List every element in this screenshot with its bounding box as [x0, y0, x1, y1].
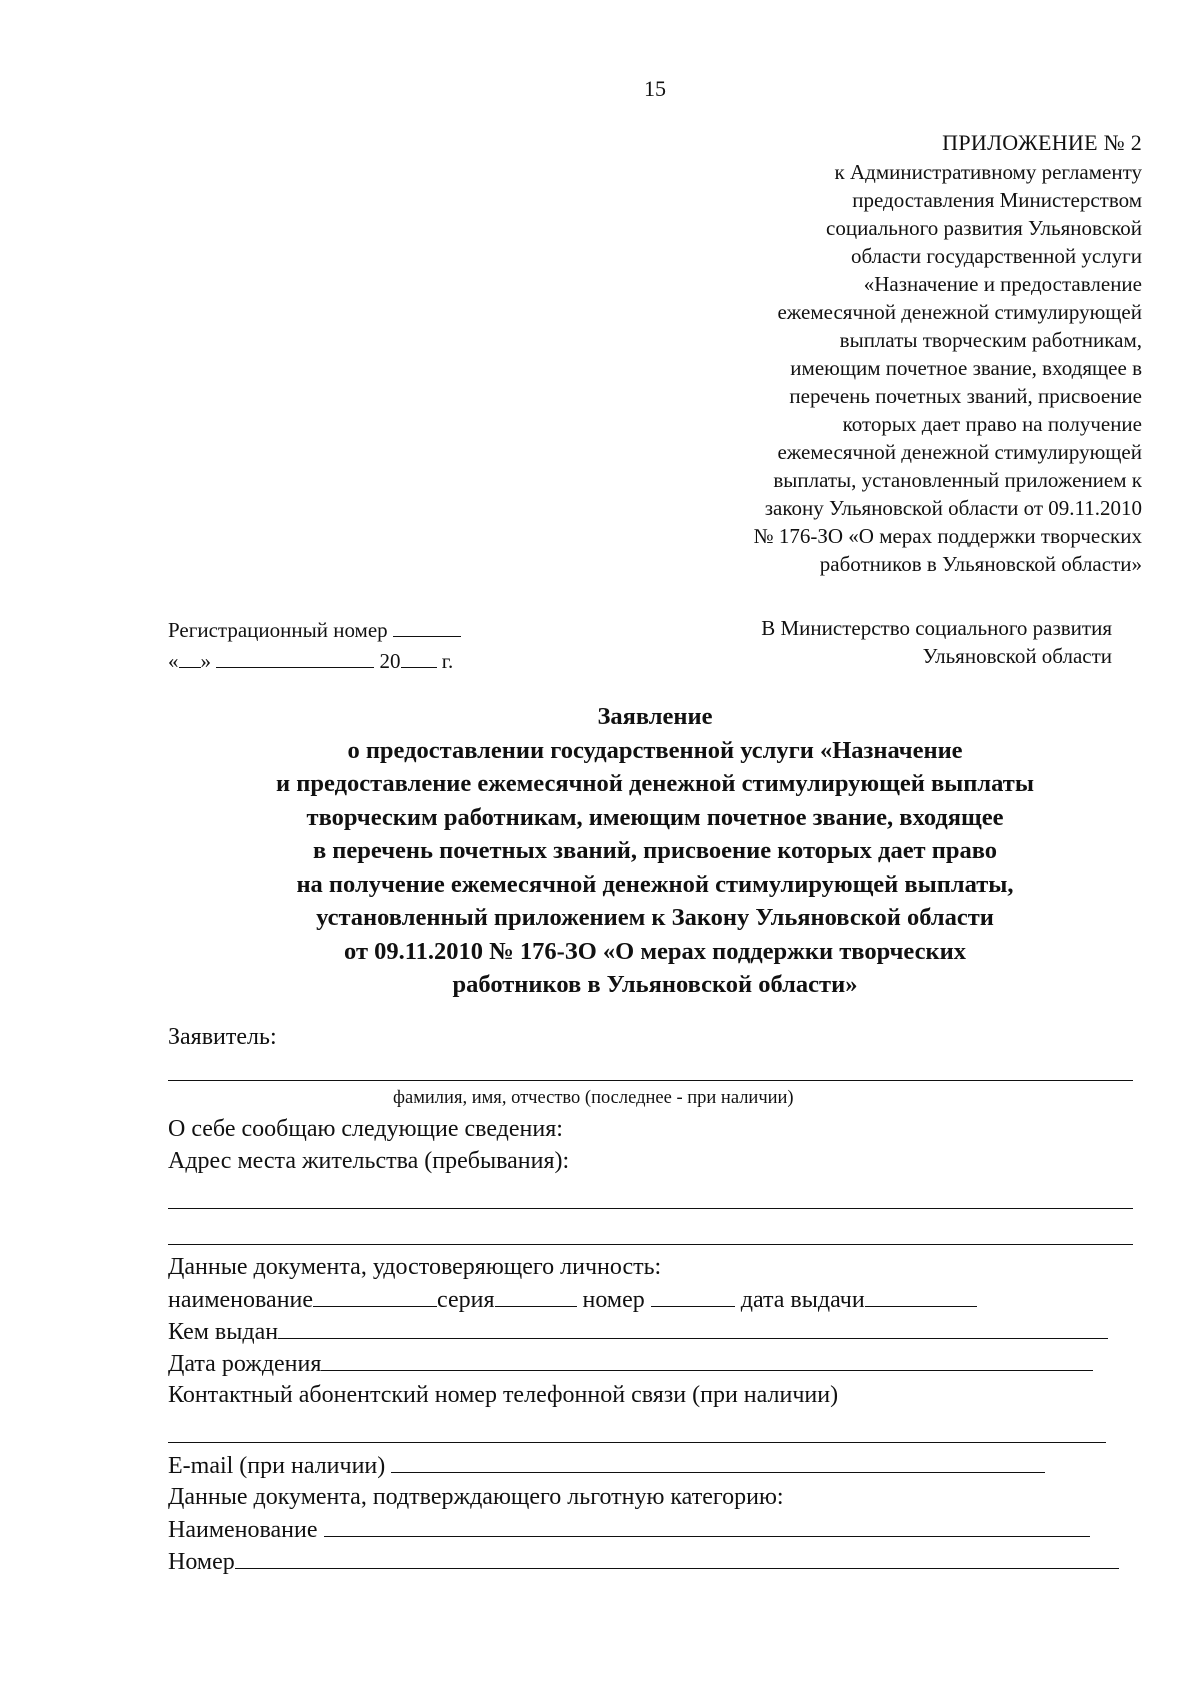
appendix-line: перечень почетных званий, присвоение — [789, 384, 1142, 408]
title-line: Заявление — [597, 703, 713, 730]
appendix-block — [622, 128, 1142, 578]
application-title — [0, 700, 1200, 1002]
title-line: на получение ежемесячной денежной стимулирующей выплаты, — [296, 870, 1014, 898]
page-number: 15 — [644, 76, 666, 101]
birth-date-label: Дата рождения — [168, 1351, 322, 1377]
registration-day-field[interactable] — [179, 645, 201, 668]
address-field-line1[interactable] — [168, 1208, 1133, 1209]
email-label: E-mail (при наличии) — [168, 1453, 386, 1479]
appendix-line: которых дает право на получение — [842, 412, 1142, 436]
benefit-doc-label: Данные документа, подтверждающего льготную категорию: — [168, 1484, 784, 1510]
appendix-line: социального развития Ульяновской — [826, 216, 1142, 240]
title-line: о предоставлении государственной услуги «Назначение — [347, 736, 963, 764]
registration-year-field[interactable] — [401, 645, 437, 668]
registration-block — [168, 614, 461, 676]
birth-date-field[interactable] — [321, 1348, 1093, 1371]
id-name-field[interactable] — [313, 1284, 437, 1307]
id-issue-date-label: дата выдачи — [740, 1287, 865, 1313]
address-label: Адрес места жительства (пребывания): — [168, 1148, 570, 1174]
id-series-field[interactable] — [495, 1284, 577, 1307]
id-doc-label: Данные документа, удостоверяющего личность: — [168, 1254, 662, 1280]
title-line: и предоставление ежемесячной денежной стимулирующей выплаты — [276, 770, 1034, 797]
benefit-number-row — [168, 1546, 1119, 1577]
id-issue-date-field[interactable] — [865, 1284, 977, 1307]
year-suffix: г. — [441, 649, 454, 673]
applicant-label: Заявитель: — [168, 1024, 277, 1050]
registration-month-field[interactable] — [216, 645, 374, 668]
benefit-number-field[interactable] — [235, 1546, 1119, 1569]
fio-caption: фамилия, имя, отчество (последнее - при наличии) — [393, 1088, 794, 1108]
issued-by-field[interactable] — [278, 1316, 1108, 1339]
appendix-line: «Назначение и предоставление — [863, 272, 1142, 296]
issued-by-label: Кем выдан — [168, 1319, 279, 1345]
fio-field[interactable] — [168, 1080, 1133, 1081]
appendix-line: области государственной услуги — [850, 244, 1142, 268]
about-label: О себе сообщаю следующие сведения: — [168, 1116, 563, 1142]
registration-number-field[interactable] — [393, 614, 461, 637]
id-number-field[interactable] — [651, 1284, 735, 1307]
appendix-line: к Административному регламенту — [834, 160, 1142, 184]
title-line: творческим работникам, имеющим почетное звание, входящее — [306, 803, 1004, 831]
id-number-label: номер — [582, 1287, 645, 1313]
id-name-label: наименование — [168, 1287, 314, 1313]
year-prefix: 20 — [379, 649, 401, 673]
id-doc-fields-row — [168, 1284, 977, 1315]
registration-number-label: Регистрационный номер — [168, 618, 388, 642]
title-line: установленный приложением к Закону Ульяновской области — [316, 904, 994, 931]
id-series-label: серия — [437, 1287, 495, 1313]
appendix-line: предоставления Министерством — [852, 188, 1142, 212]
appendix-line: имеющим почетное звание, входящее в — [790, 356, 1142, 380]
issued-by-row — [168, 1316, 1108, 1347]
email-row — [168, 1450, 1045, 1481]
recipient-line: Ульяновской области — [922, 644, 1112, 668]
appendix-heading: ПРИЛОЖЕНИЕ № 2 — [942, 130, 1142, 155]
appendix-line: выплаты, установленный приложением к — [773, 468, 1142, 492]
benefit-name-label: Наименование — [168, 1517, 318, 1543]
appendix-line: № 176-ЗО «О мерах поддержки творческих — [753, 524, 1142, 548]
benefit-name-row — [168, 1514, 1090, 1545]
recipient-block — [692, 614, 1112, 670]
appendix-line: выплаты творческим работникам, — [839, 328, 1142, 352]
phone-label: Контактный абонентский номер телефонной связи (при наличии) — [168, 1382, 839, 1408]
address-field-line2[interactable] — [168, 1244, 1133, 1245]
date-close-quote: » — [200, 649, 211, 673]
birth-date-row — [168, 1348, 1093, 1379]
date-open-quote: « — [168, 649, 179, 673]
appendix-line: закону Ульяновской области от 09.11.2010 — [764, 496, 1142, 520]
appendix-line: ежемесячной денежной стимулирующей — [777, 440, 1142, 464]
email-field[interactable] — [391, 1450, 1045, 1473]
title-line: работников в Ульяновской области» — [452, 971, 858, 998]
phone-field[interactable] — [168, 1442, 1106, 1443]
benefit-number-label: Номер — [168, 1549, 235, 1575]
appendix-line: работников в Ульяновской области» — [819, 552, 1142, 576]
title-line: от 09.11.2010 № 176-ЗО «О мерах поддержки творческих — [344, 937, 966, 965]
benefit-name-field[interactable] — [324, 1514, 1090, 1537]
recipient-line: В Министерство социального развития — [761, 616, 1112, 640]
appendix-line: ежемесячной денежной стимулирующей — [777, 300, 1142, 324]
title-line: в перечень почетных званий, присвоение которых дает право — [312, 837, 998, 864]
